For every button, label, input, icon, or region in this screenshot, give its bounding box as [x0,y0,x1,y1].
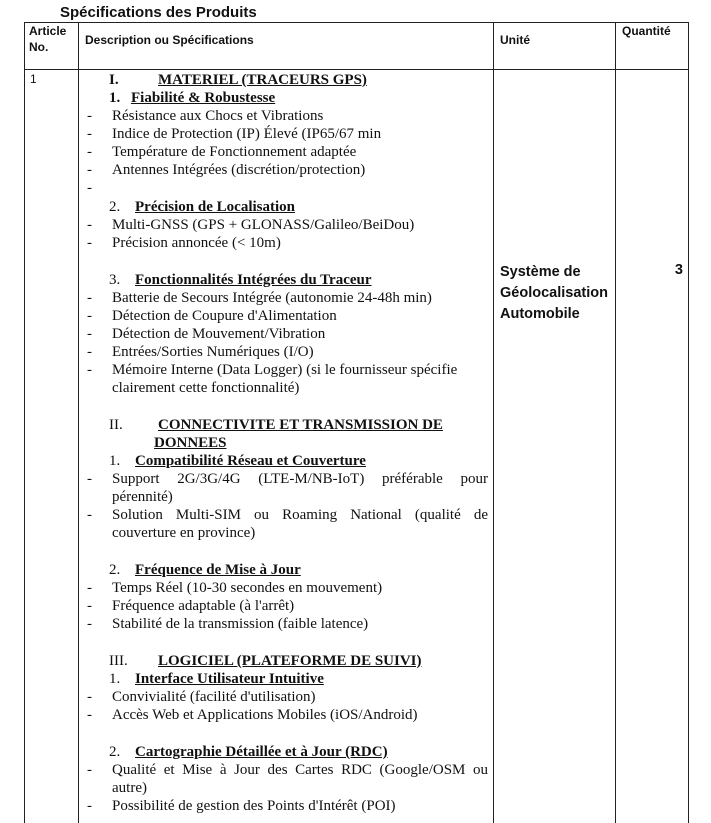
header-unite: Unité [500,33,530,47]
col-divider [78,22,79,823]
quantity-cell: 3 [674,262,683,278]
header-quantite: Quantité [622,24,671,38]
header-article: Article No. [29,24,67,54]
article-number: 1 [30,72,37,86]
col-divider [493,22,494,823]
col-divider [615,22,616,823]
unit-cell: Système de Géolocalisation Automobile [500,264,608,322]
page-title: Spécifications des Produits [60,4,257,21]
header-divider [24,69,689,70]
header-description: Description ou Spécifications [85,33,254,47]
